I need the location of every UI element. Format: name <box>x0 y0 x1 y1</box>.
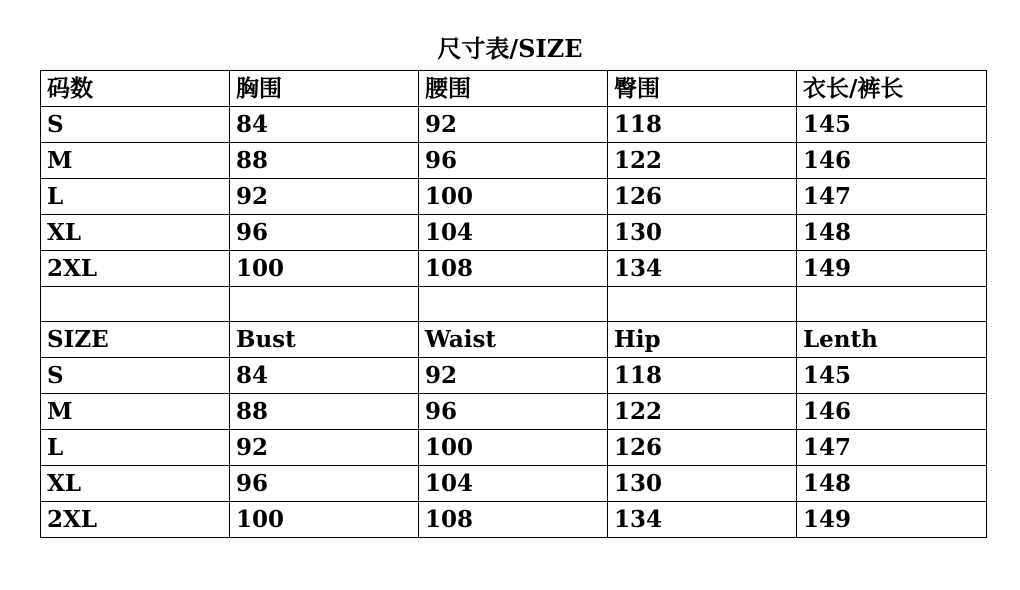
empty-cell <box>797 287 987 322</box>
table-cell: 104 <box>419 466 608 502</box>
table-cell: 134 <box>608 502 797 538</box>
table-cell: 146 <box>797 143 987 179</box>
table-row <box>41 466 987 502</box>
header-cell: 衣长/裤长 <box>797 71 987 107</box>
table-cell: M <box>41 143 230 179</box>
table-cell: M <box>41 394 230 430</box>
header-cell: 腰围 <box>419 71 608 107</box>
table-cell: 92 <box>419 358 608 394</box>
table-cell: 134 <box>608 251 797 287</box>
empty-cell <box>41 287 230 322</box>
table-cell: 100 <box>230 251 419 287</box>
table-cell: 122 <box>608 394 797 430</box>
table-cell: 145 <box>797 107 987 143</box>
table-cell: 146 <box>797 394 987 430</box>
table-cell: 84 <box>230 358 419 394</box>
table-cell: 130 <box>608 466 797 502</box>
table-cell: 2XL <box>41 502 230 538</box>
header-cell: Bust <box>230 322 419 358</box>
table-cell: 96 <box>419 143 608 179</box>
table-cell: 147 <box>797 430 987 466</box>
header-cell: SIZE <box>41 322 230 358</box>
table-cell: L <box>41 430 230 466</box>
empty-cell <box>608 287 797 322</box>
table-row <box>41 179 987 215</box>
table-cell: 149 <box>797 502 987 538</box>
empty-separator-row <box>41 287 987 322</box>
table-cell: 92 <box>419 107 608 143</box>
table-cell: 126 <box>608 430 797 466</box>
table-cell: 122 <box>608 143 797 179</box>
table-row <box>41 502 987 538</box>
table-cell: S <box>41 358 230 394</box>
table-cell: 100 <box>230 502 419 538</box>
table-cell: 104 <box>419 215 608 251</box>
table-cell: 145 <box>797 358 987 394</box>
table-cell: XL <box>41 466 230 502</box>
table-cell: 126 <box>608 179 797 215</box>
table-cell: 149 <box>797 251 987 287</box>
table-row <box>41 107 987 143</box>
table-header-row-chinese <box>41 71 987 107</box>
header-cell: Hip <box>608 322 797 358</box>
page-title: 尺寸表/SIZE <box>437 34 583 63</box>
table-cell: 92 <box>230 179 419 215</box>
table-cell: 84 <box>230 107 419 143</box>
table-cell: 88 <box>230 143 419 179</box>
table-header-row-english <box>41 322 987 358</box>
table-row <box>41 251 987 287</box>
table-row <box>41 394 987 430</box>
table-cell: 118 <box>608 107 797 143</box>
header-cell: 码数 <box>41 71 230 107</box>
table-row <box>41 358 987 394</box>
table-cell: 108 <box>419 502 608 538</box>
table-cell: 92 <box>230 430 419 466</box>
table-cell: XL <box>41 215 230 251</box>
table-cell: 96 <box>419 394 608 430</box>
header-cell: 胸围 <box>230 71 419 107</box>
table-cell: 148 <box>797 466 987 502</box>
table-cell: 2XL <box>41 251 230 287</box>
header-cell: Lenth <box>797 322 987 358</box>
table-cell: 118 <box>608 358 797 394</box>
table-cell: 147 <box>797 179 987 215</box>
table-row <box>41 143 987 179</box>
table-cell: L <box>41 179 230 215</box>
table-cell: 108 <box>419 251 608 287</box>
table-row <box>41 215 987 251</box>
table-row <box>41 430 987 466</box>
table-cell: S <box>41 107 230 143</box>
table-cell: 130 <box>608 215 797 251</box>
table-cell: 100 <box>419 179 608 215</box>
table-cell: 96 <box>230 466 419 502</box>
table-cell: 96 <box>230 215 419 251</box>
table-cell: 148 <box>797 215 987 251</box>
header-cell: Waist <box>419 322 608 358</box>
empty-cell <box>230 287 419 322</box>
empty-cell <box>419 287 608 322</box>
header-cell: 臀围 <box>608 71 797 107</box>
size-table <box>40 70 987 538</box>
table-cell: 88 <box>230 394 419 430</box>
table-cell: 100 <box>419 430 608 466</box>
